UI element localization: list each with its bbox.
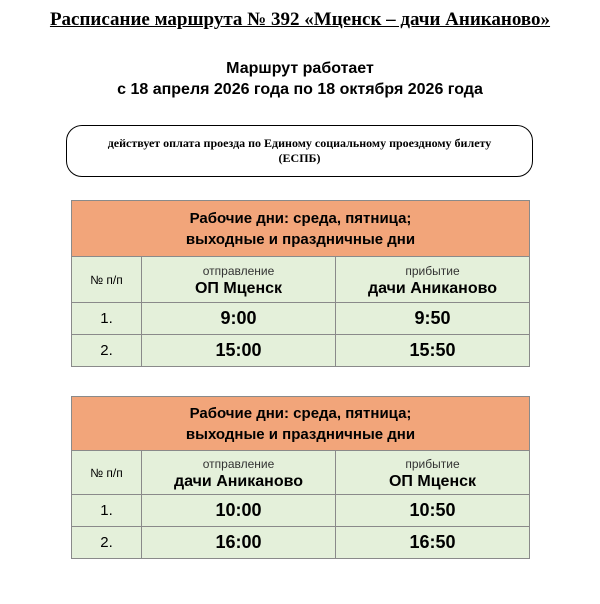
schedule-table-outbound xyxy=(71,200,530,367)
arrival-label: прибытие xyxy=(405,263,460,278)
operating-period-line-2: с 18 апреля 2026 года по 18 октября 2026 года xyxy=(117,81,483,98)
arrival-time: 10:50 xyxy=(336,495,530,527)
table-header-row xyxy=(72,201,530,257)
payment-notice-text: действует оплата проезда по Единому социальному проездному билету (ЕСПБ) xyxy=(107,136,492,165)
row-number: 1. xyxy=(72,303,142,335)
table-row xyxy=(72,495,530,527)
payment-notice xyxy=(66,125,533,177)
arrival-header xyxy=(336,257,530,303)
arrival-point: дачи Аниканово xyxy=(367,279,498,297)
departure-point: ОП Мценск xyxy=(194,279,283,297)
departure-label: отправление xyxy=(202,456,275,471)
arrival-point: ОП Мценск xyxy=(388,472,477,490)
number-header: № п/п xyxy=(72,257,142,303)
arrival-time: 16:50 xyxy=(336,527,530,559)
schedule-table-return xyxy=(71,396,530,559)
departure-time: 15:00 xyxy=(142,335,336,367)
arrival-header xyxy=(336,451,530,495)
arrival-time: 9:50 xyxy=(336,303,530,335)
arrival-label: прибытие xyxy=(405,456,460,471)
departure-label: отправление xyxy=(202,263,275,278)
operating-days-line-2: выходные и праздничные дни xyxy=(185,425,416,443)
number-header: № п/п xyxy=(72,451,142,495)
table-row xyxy=(72,303,530,335)
departure-time: 10:00 xyxy=(142,495,336,527)
arrival-time: 15:50 xyxy=(336,335,530,367)
departure-header xyxy=(142,257,336,303)
table-header-row xyxy=(72,397,530,451)
departure-header xyxy=(142,451,336,495)
table-row xyxy=(72,527,530,559)
departure-time: 9:00 xyxy=(142,303,336,335)
operating-days-line-2: выходные и праздничные дни xyxy=(185,230,416,248)
operating-period-line-1: Маршрут работает xyxy=(226,60,374,77)
page-title: Расписание маршрута № 392 «Мценск – дачи Аниканово» xyxy=(49,9,551,30)
operating-days-line-1: Рабочие дни: среда, пятница; xyxy=(189,209,412,227)
row-number: 2. xyxy=(72,527,142,559)
operating-days-cell xyxy=(72,201,530,257)
table-row xyxy=(72,335,530,367)
operating-days-cell xyxy=(72,397,530,451)
column-header-row xyxy=(72,257,530,303)
departure-time: 16:00 xyxy=(142,527,336,559)
operating-days-line-1: Рабочие дни: среда, пятница; xyxy=(189,404,412,422)
row-number: 1. xyxy=(72,495,142,527)
departure-point: дачи Аниканово xyxy=(173,472,304,490)
column-header-row xyxy=(72,451,530,495)
row-number: 2. xyxy=(72,335,142,367)
operating-period xyxy=(0,58,600,100)
